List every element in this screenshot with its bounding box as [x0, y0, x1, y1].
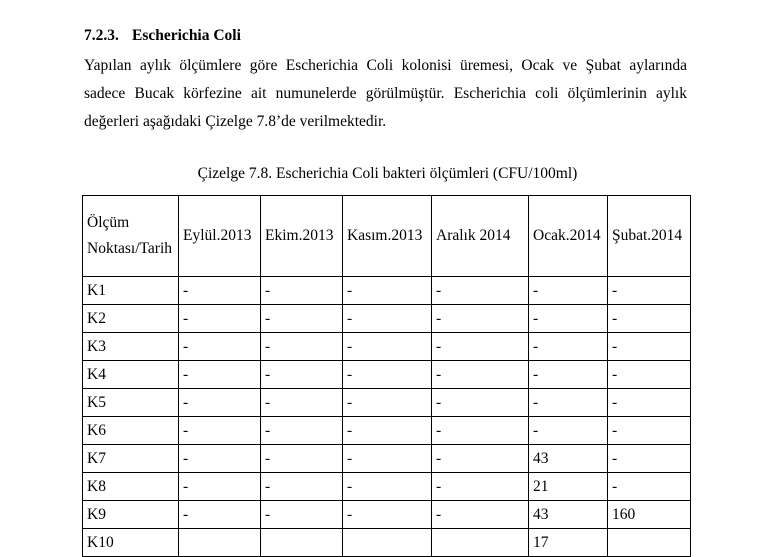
table-cell: - — [608, 361, 691, 389]
section-number: 7.2.3. — [84, 27, 119, 44]
table-row — [83, 501, 691, 529]
table-cell: 43 — [529, 501, 608, 529]
table-cell: - — [343, 333, 432, 361]
table-cell: - — [343, 501, 432, 529]
row-label-cell: K5 — [83, 389, 179, 417]
table-cell: - — [343, 473, 432, 501]
table-cell: - — [432, 501, 529, 529]
table-cell — [261, 529, 343, 557]
table-row — [83, 361, 691, 389]
table-cell: 43 — [529, 445, 608, 473]
row-label-cell: K8 — [83, 473, 179, 501]
column-header-cell: Kasım.2013 — [343, 196, 432, 277]
table-cell: - — [261, 277, 343, 305]
table-cell: - — [179, 473, 261, 501]
row-label-cell: K6 — [83, 417, 179, 445]
table-cell: - — [529, 305, 608, 333]
column-header-cell: Ekim.2013 — [261, 196, 343, 277]
table-cell: - — [529, 417, 608, 445]
table-cell: - — [432, 333, 529, 361]
table-cell: - — [608, 305, 691, 333]
table-cell: - — [261, 473, 343, 501]
table-cell: - — [261, 305, 343, 333]
table-row — [83, 305, 691, 333]
table-cell: - — [608, 473, 691, 501]
table-row — [83, 333, 691, 361]
table-header-row — [83, 196, 691, 277]
row-label-cell: K4 — [83, 361, 179, 389]
table-cell: - — [179, 417, 261, 445]
row-label-cell: K9 — [83, 501, 179, 529]
table-cell: - — [179, 333, 261, 361]
table-cell: - — [179, 305, 261, 333]
paragraph-line: değerleri aşağıdaki Çizelge 7.8’de verilmektedir. — [84, 113, 387, 130]
table-cell: - — [608, 277, 691, 305]
table-cell: 17 — [529, 529, 608, 557]
table-cell: 160 — [608, 501, 691, 529]
body-paragraph — [84, 52, 687, 136]
table-cell: - — [529, 361, 608, 389]
row-label-cell: K2 — [83, 305, 179, 333]
table-row — [83, 417, 691, 445]
row-label-cell: K7 — [83, 445, 179, 473]
table-caption: Çizelge 7.8. Escherichia Coli bakteri ölçümleri (CFU/100ml) — [197, 165, 578, 182]
table-cell: - — [261, 501, 343, 529]
paragraph-line: Yapılan aylık ölçümlere göre Escherichia Coli kolonisi üremesi, Ocak ve Şubat aylarında — [84, 57, 687, 74]
table-row — [83, 277, 691, 305]
table-cell — [608, 529, 691, 557]
ecoli-table — [82, 195, 691, 557]
table-cell: - — [179, 501, 261, 529]
table-cell: - — [343, 389, 432, 417]
table-cell: - — [432, 305, 529, 333]
table-row — [83, 389, 691, 417]
table-cell: - — [432, 445, 529, 473]
table-cell: - — [261, 361, 343, 389]
table-row — [83, 445, 691, 473]
column-header-cell: Şubat.2014 — [608, 196, 691, 277]
column-header-cell: Ocak.2014 — [529, 196, 608, 277]
table-cell: - — [261, 445, 343, 473]
table-cell: - — [529, 333, 608, 361]
column-header-cell: Aralık 2014 — [432, 196, 529, 277]
table-cell: - — [529, 277, 608, 305]
table-cell: - — [179, 361, 261, 389]
table-cell: - — [179, 389, 261, 417]
table-cell: - — [529, 389, 608, 417]
table-cell — [343, 529, 432, 557]
table-cell: - — [608, 389, 691, 417]
row-label-cell: K1 — [83, 277, 179, 305]
section-title: Escherichia Coli — [132, 27, 241, 44]
table-cell: - — [179, 277, 261, 305]
table-cell: - — [608, 417, 691, 445]
table-cell — [432, 529, 529, 557]
column-header-cell: Eylül.2013 — [179, 196, 261, 277]
paragraph-line: sadece Bucak körfezine ait numunelerde görülmüştür. Escherichia coli ölçümlerinin aylık — [84, 85, 687, 102]
table-cell — [179, 529, 261, 557]
table-cell: - — [432, 277, 529, 305]
table-cell: - — [343, 361, 432, 389]
table-cell: - — [343, 277, 432, 305]
table-cell: - — [343, 305, 432, 333]
table-cell: - — [343, 417, 432, 445]
table-cell: - — [432, 473, 529, 501]
table-cell: - — [261, 389, 343, 417]
row-label-cell: K3 — [83, 333, 179, 361]
corner-header-cell: Ölçüm Noktası/Tarih — [83, 196, 179, 277]
table-cell: - — [432, 389, 529, 417]
table-cell: - — [261, 333, 343, 361]
table-cell: - — [432, 361, 529, 389]
table-row — [83, 529, 691, 557]
table-cell: 21 — [529, 473, 608, 501]
table-cell: - — [261, 417, 343, 445]
table-cell: - — [432, 417, 529, 445]
table-cell: - — [608, 445, 691, 473]
table-cell: - — [343, 445, 432, 473]
table-row — [83, 473, 691, 501]
section-heading — [84, 27, 241, 45]
table-cell: - — [608, 333, 691, 361]
table-cell: - — [179, 445, 261, 473]
row-label-cell: K10 — [83, 529, 179, 557]
